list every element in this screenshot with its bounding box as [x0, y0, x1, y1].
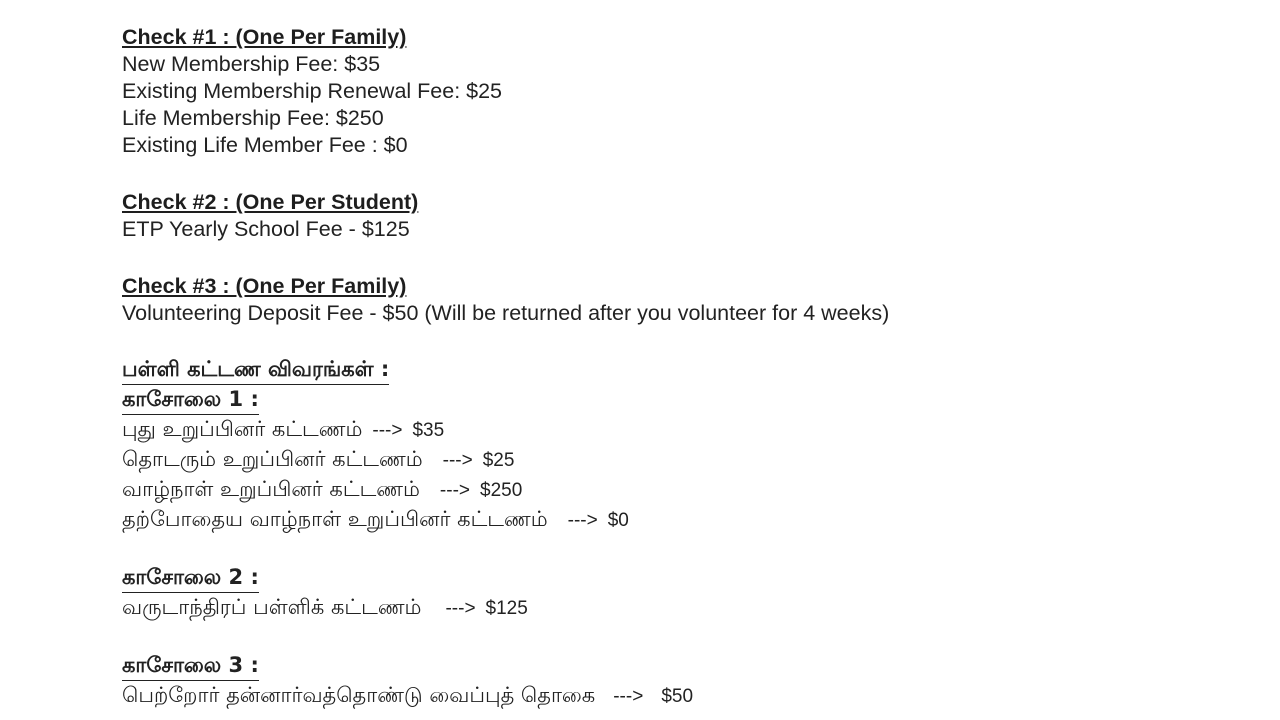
item-label: தற்போதைய வாழ்நாள் உறுப்பினர் கட்டணம்	[122, 507, 548, 531]
item-amount: $0	[607, 510, 629, 531]
check2-line-school-fee: ETP Yearly School Fee - $125	[122, 217, 410, 241]
check1-line-life-membership: Life Membership Fee: $250	[122, 106, 384, 130]
item-amount: $50	[661, 686, 694, 707]
check1-line-new-membership: New Membership Fee: $35	[122, 52, 381, 76]
spacer	[122, 327, 1222, 355]
spacer	[122, 623, 1222, 651]
tamil-section3-heading-row	[122, 651, 1222, 681]
tamil-section1-heading-row	[122, 385, 1222, 415]
tamil-section1-item	[122, 415, 1222, 445]
item-label: வருடாந்திரப் பள்ளிக் கட்டணம்	[122, 595, 422, 619]
arrow-icon: --->	[439, 480, 470, 501]
arrow-icon: --->	[613, 686, 644, 707]
item-amount: $250	[480, 480, 523, 501]
tamil-title-row	[122, 355, 1222, 385]
tamil-section2-item	[122, 593, 1222, 623]
arrow-icon: --->	[442, 450, 473, 471]
spacer	[122, 535, 1222, 563]
item-label: தொடரும் உறுப்பினர் கட்டணம்	[122, 447, 423, 471]
arrow-icon: --->	[445, 598, 476, 619]
tamil-section2-heading-row	[122, 563, 1222, 593]
tamil-section3-heading: காசோலை 3 :	[122, 651, 259, 681]
spacer	[122, 243, 1222, 273]
spacer	[122, 159, 1222, 189]
item-label: புது உறுப்பினர் கட்டணம்	[122, 417, 363, 441]
item-label: வாழ்நாள் உறுப்பினர் கட்டணம்	[122, 477, 420, 501]
tamil-title: பள்ளி கட்டண விவரங்கள் :	[122, 355, 389, 385]
arrow-icon: --->	[567, 510, 598, 531]
item-amount: $25	[482, 450, 515, 471]
check1-line-renewal: Existing Membership Renewal Fee: $25	[122, 79, 503, 103]
tamil-section2-heading: காசோலை 2 :	[122, 563, 259, 593]
fee-details-slide	[122, 24, 1222, 711]
tamil-section1-item	[122, 505, 1222, 535]
tamil-section3-item	[122, 681, 1222, 711]
check2-heading: Check #2 : (One Per Student)	[122, 190, 419, 214]
tamil-section1-item	[122, 475, 1222, 505]
arrow-icon: --->	[372, 420, 403, 441]
check1-heading: Check #1 : (One Per Family)	[122, 25, 407, 49]
check1-line-existing-life: Existing Life Member Fee : $0	[122, 133, 408, 157]
item-amount: $125	[485, 598, 528, 619]
check3-line-volunteer-deposit: Volunteering Deposit Fee - $50 (Will be returned after you volunteer for 4 weeks)	[122, 301, 890, 325]
tamil-section1-heading: காசோலை 1 :	[122, 385, 259, 415]
item-amount: $35	[412, 420, 445, 441]
tamil-section1-item	[122, 445, 1222, 475]
check3-heading: Check #3 : (One Per Family)	[122, 274, 407, 298]
item-label: பெற்றோர் தன்னார்வத்தொண்டு வைப்புத் தொகை	[122, 683, 596, 707]
